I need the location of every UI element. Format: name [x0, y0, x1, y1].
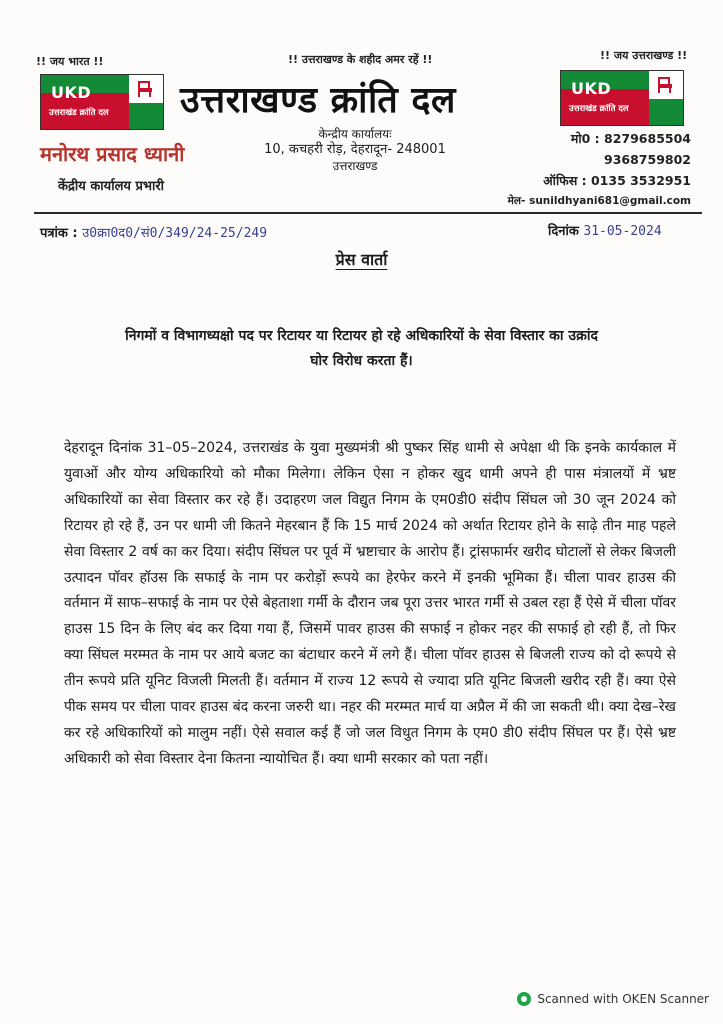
reference-number — [40, 223, 267, 241]
person-role: केंद्रीय कार्यालय प्रभारी — [58, 179, 165, 194]
date-value: 31-05-2024 — [583, 224, 662, 239]
address-line2: उत्तराखण्ड — [332, 159, 378, 173]
logo-text: UKD — [51, 83, 92, 102]
scanner-watermark — [517, 992, 709, 1006]
chair-icon — [135, 80, 155, 98]
press-release-heading: प्रेस वार्ता — [335, 250, 388, 269]
scanner-text: Scanned with OKEN Scanner — [537, 992, 709, 1006]
slogan-right: !! जय उत्तराखण्ड !! — [600, 49, 688, 62]
org-title: उत्तराखण्ड क्रांति दल — [180, 80, 456, 121]
logo-text: UKD — [571, 79, 612, 98]
date-label: दिनांक — [548, 224, 579, 239]
logo-subtext: उत्तराखंड क्रांति दल — [49, 108, 109, 118]
subject-line-1: निगमों व विभागध्यक्षो पद पर रिटायर या रिटायर हो रहे अधिकारियों के सेवा विस्तार का उक्रांद — [125, 328, 598, 344]
ukd-logo-right — [560, 70, 684, 126]
slogan-left: !! जय भारत !! — [36, 55, 104, 68]
reference-value: उ0क्रा0द0/सं0/349/24-25/249 — [82, 226, 268, 241]
subject-line-2: घोर विरोध करता हैं। — [310, 353, 413, 369]
header-divider — [34, 212, 702, 214]
scanner-logo-icon — [517, 992, 531, 1006]
press-release-body: देहरादून दिनांक 31–05–2024, उत्तराखंड के युवा मुख्यमंत्री श्री पुष्कर सिंह धामी से अपेक्षा थी कि इनके कार्यकाल में युवाओं और योग्य अधिकारियो को मौका मिलेगा। लेकिन ऐसा न होकर खुद धामी अपने ही पास मंत्रालयों में भ्रष्ट अधिकारियों का सेवा विस्तार कर रहे हैं। उदाहरण जल विद्युत निगम के एम0डी0 संदीप सिंघल जो 30 जून 2024 को रिटायर हो रहे हैं, उन पर धामी जी कितने मेहरबान हैं कि 15 मार्च 2024 को अर्थात रिटायर होने के साढ़े तीन माह पहले सेवा विस्तार 2 वर्ष का कर दिया। संदीप सिंघल पर पूर्व में भ्रष्टाचार के आरोप हैं। ट्रांसफार्मर खरीद घोटालों से लेकर बिजली उत्पादन पॉवर हॉउस कि सफाई के नाम पर करोड़ों रूपये का हेरफेर करने में इनकी भूमिका हैं। चीला पावर हाउस की वर्तमान में साफ–सफाई के नाम पर ऐसे बेहताशा गर्मी के दौरान जब पूरा उत्तर भारत गर्मी से उबल रहा हैं ऐसे में चीला पॉवर हाउस 15 दिन के लिए बंद कर दिया गया हैं, जिसमें पावर हाउस की सफाई न होकर नहर की सफाई हो रही हैं, तो फिर क्या सिंघल मरम्मत के नाम पर आये बजट का बंटाधार करने में लगे हैं। चीला पॉवर हाउस से बिजली राज्य को दो रूपये से तीन रूपये प्रति यूनिट विजली मिलती हैं। वर्तमान में राज्य 12 रूपये से ज्यादा प्रति यूनिट बिजली खरीद रही हैं। क्या ऐसे पीक समय पर चीला पावर हाउस बंद करना जरुरी था। नहर की मरम्मत मार्च या अप्रैल में की जा सकती थी। क्या देख–रेख कर रहे अधिकारियों को मालुम नहीं। ऐसे सवाल कई हैं जो जल विधुत निगम के एम0 डी0 संदीप सिंघल पर हैं। ऐसे भ्रष्ट अधिकारी को सेवा विस्तार देना कितना न्यायोचित हैं। क्या धामी सरकार को पता नहीं। — [64, 440, 676, 767]
logo-subtext: उत्तराखंड क्रांति दल — [569, 104, 629, 114]
slogan-center: !! उत्तराखण्ड के शहीद अमर रहें !! — [288, 53, 433, 66]
address-line1: 10, कचहरी रोड़, देहरादून- 248001 — [264, 142, 446, 157]
reference-label: पत्रांक : — [40, 226, 78, 241]
mobile-number-1: मो0 : 8279685504 — [570, 131, 691, 146]
address-label: केन्द्रीय कार्यालयः — [318, 127, 392, 141]
office-address — [240, 126, 470, 174]
person-name: मनोरथ प्रसाद ध्यानी — [40, 142, 185, 166]
chair-icon — [655, 76, 675, 94]
contact-block — [508, 128, 691, 212]
ukd-logo-left — [40, 74, 164, 130]
office-phone: ऑफिस : 0135 3532951 — [543, 173, 691, 188]
email-address: मेल- sunildhyani681@gmail.com — [507, 195, 691, 207]
reference-date — [548, 221, 662, 239]
mobile-number-2: 9368759802 — [604, 152, 691, 167]
subject — [40, 324, 683, 374]
